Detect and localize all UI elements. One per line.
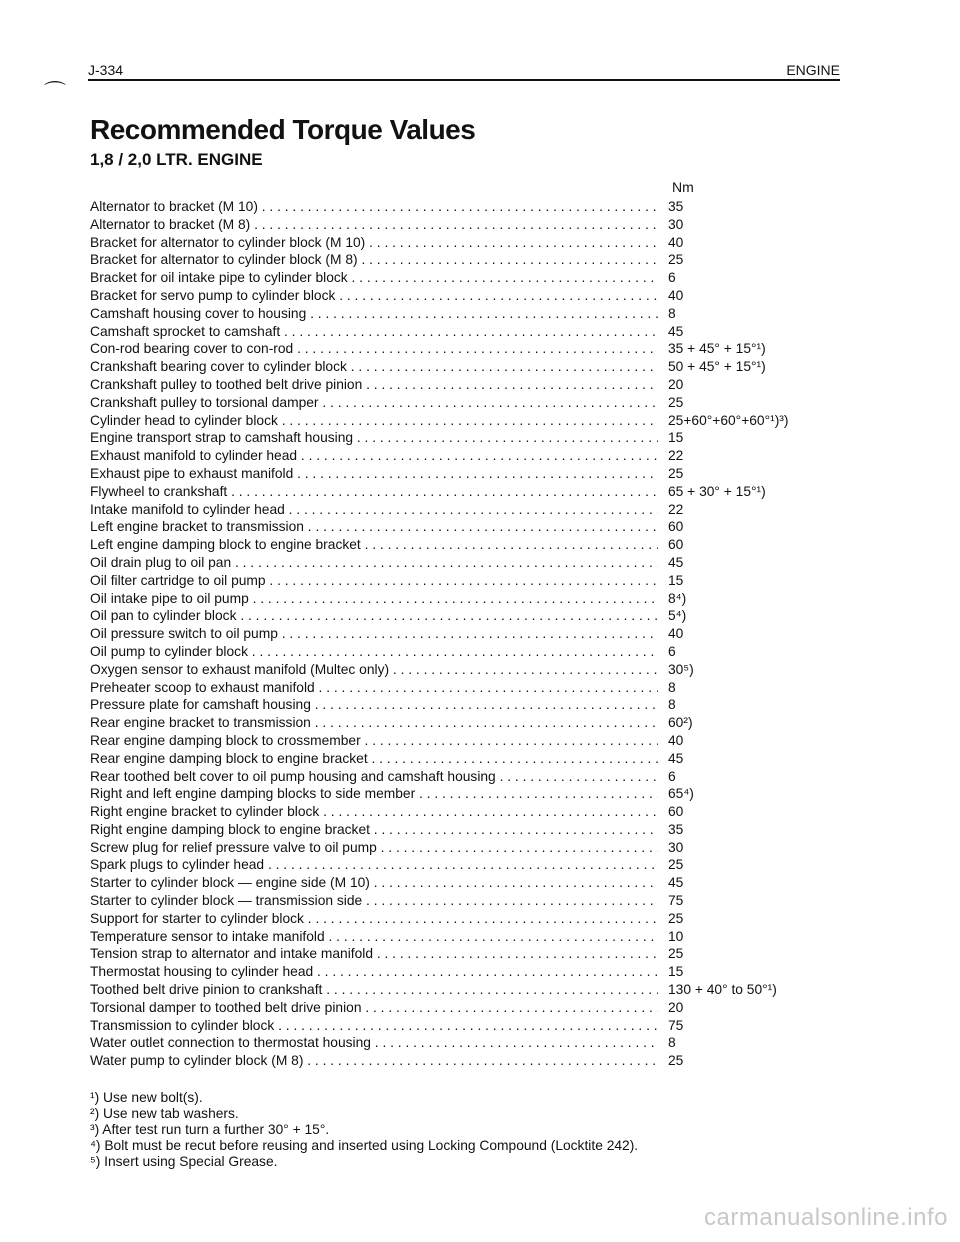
row-label-text: Cylinder head to cylinder block — [90, 412, 278, 428]
footnote: ³) After test run turn a further 30° + 15°. — [90, 1122, 330, 1137]
row-value: 75 — [668, 893, 684, 909]
row-label-text: Oil pump to cylinder block — [90, 643, 248, 659]
table-row — [90, 465, 820, 483]
row-label-text: Left engine bracket to transmission — [90, 519, 304, 535]
row-value: 75 — [668, 1017, 684, 1033]
row-value: 22 — [668, 501, 684, 517]
row-label — [90, 981, 658, 999]
row-label — [90, 963, 658, 981]
row-label-text: Bracket for alternator to cylinder block (M 10) — [90, 234, 366, 250]
row-value: 25 — [668, 910, 684, 926]
row-value: 45 — [668, 875, 684, 891]
row-value: 60²) — [668, 715, 693, 731]
row-label — [90, 572, 658, 590]
table-row — [90, 714, 820, 732]
row-value: 35 — [668, 821, 684, 837]
row-label — [90, 394, 658, 412]
row-label — [90, 501, 658, 519]
row-value: 45 — [668, 323, 684, 339]
table-row — [90, 732, 820, 750]
row-value: 25 — [668, 394, 684, 410]
row-label — [90, 234, 658, 252]
row-label — [90, 945, 658, 963]
row-value: 40 — [668, 626, 684, 642]
table-row — [90, 412, 820, 430]
row-value: 30 — [668, 839, 684, 855]
row-value: 6 — [668, 270, 676, 286]
row-label-text: Rear engine bracket to transmission — [90, 715, 311, 731]
row-label — [90, 821, 658, 839]
row-label — [90, 892, 658, 910]
row-label — [90, 768, 658, 786]
row-label — [90, 287, 658, 305]
footnote: ²) Use new tab washers. — [90, 1106, 239, 1121]
row-label — [90, 714, 658, 732]
row-label — [90, 839, 658, 857]
table-row — [90, 518, 820, 536]
row-label-text: Rear engine damping block to crossmember — [90, 732, 361, 748]
row-label — [90, 340, 658, 358]
row-label — [90, 750, 658, 768]
row-label-text: Engine transport strap to camshaft housing — [90, 430, 354, 446]
row-value: 25+60°+60°+60°¹)³) — [668, 412, 789, 428]
table-row — [90, 750, 820, 768]
table-row — [90, 305, 820, 323]
row-label — [90, 483, 658, 501]
table-row — [90, 892, 820, 910]
table-row — [90, 234, 820, 252]
row-label — [90, 785, 658, 803]
row-label — [90, 928, 658, 946]
row-label — [90, 1017, 658, 1035]
table-row — [90, 910, 820, 928]
row-label — [90, 732, 658, 750]
row-label — [90, 269, 658, 287]
table-row — [90, 590, 820, 608]
row-label-text: Exhaust manifold to cylinder head — [90, 448, 298, 464]
row-value: 25 — [668, 252, 684, 268]
row-label-text: Spark plugs to cylinder head — [90, 857, 265, 873]
page-header — [88, 62, 840, 80]
row-value: 50 + 45° + 15°¹) — [668, 359, 766, 375]
row-label — [90, 643, 658, 661]
row-label — [90, 607, 658, 625]
row-label — [90, 429, 658, 447]
row-value: 20 — [668, 376, 684, 392]
table-row — [90, 394, 820, 412]
row-label — [90, 696, 658, 714]
row-value: 10 — [668, 928, 684, 944]
row-label — [90, 874, 658, 892]
row-value: 60 — [668, 804, 684, 820]
row-label-text: Preheater scoop to exhaust manifold — [90, 679, 315, 695]
torque-table — [90, 198, 820, 1070]
row-label-text: Right engine damping block to engine bracket — [90, 821, 370, 837]
table-row — [90, 1052, 820, 1070]
table-row — [90, 269, 820, 287]
row-value: 22 — [668, 448, 684, 464]
table-row — [90, 483, 820, 501]
row-value: 8 — [668, 679, 676, 695]
table-row — [90, 251, 820, 269]
row-label-text: Support for starter to cylinder block — [90, 910, 304, 926]
row-label-text: Toothed belt drive pinion to crankshaft — [90, 982, 323, 998]
row-value: 40 — [668, 732, 684, 748]
footnote: ⁵) Insert using Special Grease. — [90, 1154, 278, 1169]
table-row — [90, 696, 820, 714]
row-label-text: Con-rod bearing cover to con-rod — [90, 341, 294, 357]
table-row — [90, 821, 820, 839]
row-value: 25 — [668, 857, 684, 873]
row-label — [90, 536, 658, 554]
row-label — [90, 358, 658, 376]
row-label — [90, 856, 658, 874]
row-value: 60 — [668, 537, 684, 553]
row-label — [90, 198, 658, 216]
row-label-text: Camshaft sprocket to camshaft — [90, 323, 281, 339]
row-label — [90, 216, 658, 234]
row-label — [90, 305, 658, 323]
row-value: 6 — [668, 768, 676, 784]
row-label-text: Torsional damper to toothed belt drive pinion — [90, 999, 362, 1015]
row-label-text: Oxygen sensor to exhaust manifold (Multec only) — [90, 661, 390, 677]
row-label-text: Starter to cylinder block — transmission side — [90, 893, 363, 909]
table-row — [90, 323, 820, 341]
row-label — [90, 803, 658, 821]
table-row — [90, 803, 820, 821]
row-label-text: Oil filter cartridge to oil pump — [90, 572, 266, 588]
row-label — [90, 590, 658, 608]
row-value: 6 — [668, 643, 676, 659]
row-label-text: Starter to cylinder block — engine side (M 10) — [90, 875, 370, 891]
row-value: 15 — [668, 572, 684, 588]
row-label — [90, 251, 658, 269]
page-number: J-334 — [88, 62, 124, 78]
table-row — [90, 643, 820, 661]
row-value: 8 — [668, 305, 676, 321]
engine-subtitle: 1,8 / 2,0 LTR. ENGINE — [90, 150, 263, 169]
row-label-text: Rear engine damping block to engine bracket — [90, 750, 368, 766]
table-row — [90, 856, 820, 874]
table-row — [90, 928, 820, 946]
unit-header: Nm — [672, 179, 694, 195]
footnotes — [90, 1090, 638, 1170]
row-value: 30 — [668, 216, 684, 232]
row-value: 35 — [668, 199, 684, 214]
row-label-text: Crankshaft pulley to toothed belt drive pinion — [90, 376, 363, 392]
row-label-text: Intake manifold to cylinder head — [90, 501, 285, 517]
row-label-text: Oil pan to cylinder block — [90, 608, 237, 624]
row-value: 40 — [668, 234, 684, 250]
row-label-text: Thermostat housing to cylinder head — [90, 964, 314, 980]
row-value: 25 — [668, 1053, 684, 1069]
row-value: 65⁴) — [668, 786, 694, 802]
row-label-text: Oil intake pipe to oil pump — [90, 590, 249, 606]
watermark: carmanualsonline.info — [704, 1204, 948, 1231]
row-value: 15 — [668, 430, 684, 446]
row-label-text: Right and left engine damping blocks to side member — [90, 786, 416, 802]
row-value: 25 — [668, 946, 684, 962]
table-row — [90, 607, 820, 625]
table-row — [90, 963, 820, 981]
row-label-text: Water pump to cylinder block (M 8) — [90, 1053, 304, 1069]
table-row — [90, 358, 820, 376]
table-row — [90, 874, 820, 892]
table-row — [90, 768, 820, 786]
row-label-text: Alternator to bracket (M 8) — [90, 216, 251, 232]
row-label — [90, 910, 658, 928]
row-label-text: Exhaust pipe to exhaust manifold — [90, 465, 294, 481]
row-value: 130 + 40° to 50°¹) — [668, 982, 777, 998]
row-value: 20 — [668, 999, 684, 1015]
table-row — [90, 981, 820, 999]
table-row — [90, 287, 820, 305]
row-label-text: Left engine damping block to engine bracket — [90, 537, 361, 553]
row-label-text: Crankshaft bearing cover to cylinder block — [90, 359, 347, 375]
table-row — [90, 429, 820, 447]
row-value: 45 — [668, 750, 684, 766]
footnote: ¹) Use new bolt(s). — [90, 1090, 203, 1105]
row-label — [90, 447, 658, 465]
row-value: 25 — [668, 465, 684, 481]
table-row — [90, 625, 820, 643]
table-row — [90, 839, 820, 857]
row-label — [90, 999, 658, 1017]
table-row — [90, 945, 820, 963]
row-label-text: Screw plug for relief pressure valve to oil pump — [90, 839, 377, 855]
table-row — [90, 501, 820, 519]
scan-mark: ⌒ — [44, 80, 67, 105]
row-label — [90, 554, 658, 572]
table-row — [90, 679, 820, 697]
row-value: 35 + 45° + 15°¹) — [668, 341, 766, 357]
page-title: Recommended Torque Values — [90, 114, 476, 145]
table-row — [90, 376, 820, 394]
row-value: 40 — [668, 287, 684, 303]
row-value: 45 — [668, 554, 684, 570]
table-row — [90, 661, 820, 679]
footnote: ⁴) Bolt must be recut before reusing and inserted using Locking Compound (Locktite 242). — [90, 1138, 639, 1153]
row-label-text: Right engine bracket to cylinder block — [90, 804, 320, 820]
row-label-text: Pressure plate for camshaft housing — [90, 697, 311, 713]
row-label — [90, 679, 658, 697]
row-label — [90, 661, 658, 679]
row-label-text: Oil pressure switch to oil pump — [90, 626, 278, 642]
row-value: 8 — [668, 1035, 676, 1051]
table-row — [90, 340, 820, 358]
row-label — [90, 1034, 658, 1052]
row-label-text: Alternator to bracket (M 10) — [90, 199, 258, 214]
row-label-text: Bracket for servo pump to cylinder block — [90, 287, 336, 303]
table-row — [90, 1017, 820, 1035]
row-label — [90, 465, 658, 483]
row-label-text: Transmission to cylinder block — [90, 1017, 275, 1033]
row-value: 15 — [668, 964, 684, 980]
row-value: 8 — [668, 697, 676, 713]
row-label-text: Oil drain plug to oil pan — [90, 554, 232, 570]
header-rule — [88, 79, 840, 81]
row-value: 60 — [668, 519, 684, 535]
row-value: 8⁴) — [668, 590, 687, 606]
row-label-text: Rear toothed belt cover to oil pump housing and camshaft housing — [90, 768, 496, 784]
row-label-text: Bracket for oil intake pipe to cylinder block — [90, 270, 348, 286]
table-row — [90, 216, 820, 234]
row-value: 30⁵) — [668, 661, 694, 677]
table-row — [90, 999, 820, 1017]
row-label-text: Temperature sensor to intake manifold — [90, 928, 325, 944]
row-label-text: Tension strap to alternator and intake manifold — [90, 946, 374, 962]
table-row — [90, 198, 820, 216]
row-label — [90, 518, 658, 536]
table-row — [90, 554, 820, 572]
row-label — [90, 412, 658, 430]
table-row — [90, 785, 820, 803]
row-label — [90, 376, 658, 394]
row-label-text: Bracket for alternator to cylinder block (M 8) — [90, 252, 358, 268]
row-label-text: Crankshaft pulley to torsional damper — [90, 394, 319, 410]
row-value: 5⁴) — [668, 608, 687, 624]
row-label-text: Flywheel to crankshaft — [90, 483, 228, 499]
table-row — [90, 536, 820, 554]
table-row — [90, 447, 820, 465]
row-label-text: Camshaft housing cover to housing — [90, 305, 307, 321]
row-label — [90, 1052, 658, 1070]
row-label — [90, 625, 658, 643]
table-row — [90, 572, 820, 590]
row-label — [90, 323, 658, 341]
section-title: ENGINE — [786, 62, 840, 78]
row-label-text: Water outlet connection to thermostat housing — [90, 1035, 371, 1051]
table-row — [90, 1034, 820, 1052]
row-value: 65 + 30° + 15°¹) — [668, 483, 766, 499]
